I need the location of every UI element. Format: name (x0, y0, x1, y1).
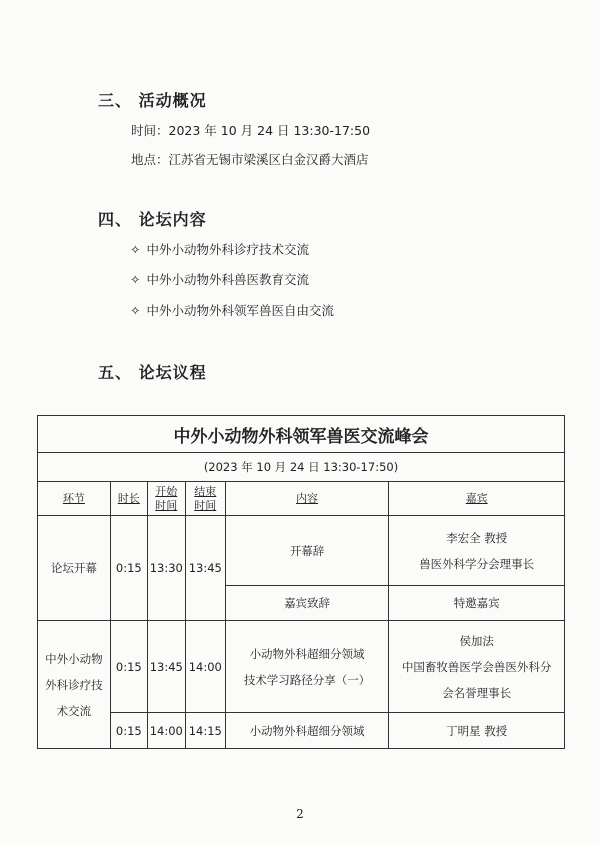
content-cell: 开幕辞 (225, 516, 389, 586)
table-row (38, 713, 565, 749)
section-4-title: 四、 论坛内容 (98, 210, 207, 229)
duration-cell: 0:15 (110, 621, 147, 713)
duration-cell: 0:15 (110, 516, 147, 621)
table-row (38, 516, 565, 586)
header-content: 内容 (296, 491, 319, 505)
duration-cell: 0:15 (110, 713, 147, 749)
header-guest: 嘉宾 (465, 491, 488, 505)
table-row (38, 621, 565, 713)
content-cell: 小动物外科超细分领域 (225, 713, 389, 749)
diamond-bullet-icon: ✧ (130, 272, 141, 287)
page-number: 2 (296, 807, 304, 821)
header-duration: 时长 (117, 491, 140, 505)
content-cell: 小动物外科超细分领域 技术学习路径分享（一） (225, 621, 389, 713)
diamond-bullet-icon: ✧ (130, 303, 141, 318)
end-cell: 14:15 (185, 713, 225, 749)
header-end: 结束 (194, 484, 217, 498)
end-cell: 14:00 (185, 621, 225, 713)
content-cell: 嘉宾致辞 (225, 586, 389, 621)
content-item: ✧ 中外小动物外科兽医教育交流 (130, 272, 309, 287)
event-place: 地点：江苏省无锡市梁溪区白金汉爵大酒店 (131, 152, 369, 167)
agenda-table (37, 415, 565, 749)
start-cell: 13:30 (147, 516, 185, 621)
table-title: 中外小动物外科领军兽医交流峰会 (38, 416, 565, 453)
start-cell: 14:00 (147, 713, 185, 749)
start-cell: 13:45 (147, 621, 185, 713)
guest-cell: 丁明星 教授 (389, 713, 565, 749)
content-item: ✧ 中外小动物外科领军兽医自由交流 (130, 303, 334, 318)
content-item: ✧ 中外小动物外科诊疗技术交流 (130, 242, 309, 257)
segment-cell: 论坛开幕 (38, 516, 111, 621)
header-start: 开始 (155, 484, 178, 498)
diamond-bullet-icon: ✧ (130, 242, 141, 257)
guest-cell: 特邀嘉宾 (389, 586, 565, 621)
table-subtitle: (2023 年 10 月 24 日 13:30-17:50) (38, 453, 565, 482)
section-5-title: 五、 论坛议程 (98, 363, 207, 382)
segment-cell: 中外小动物 外科诊疗技 术交流 (38, 621, 111, 749)
section-3-title: 三、 活动概况 (98, 91, 207, 110)
end-cell: 13:45 (185, 516, 225, 621)
header-segment: 环节 (62, 491, 85, 505)
table-header-row: 环节 时长 开始 时间 结束 时间 内容 嘉宾 (38, 482, 565, 516)
guest-cell: 侯加法 中国畜牧兽医学会兽医外科分 会名誉理事长 (389, 621, 565, 713)
event-time: 时间：2023 年 10 月 24 日 13:30-17:50 (131, 123, 371, 138)
guest-cell: 李宏全 教授 兽医外科学分会理事长 (389, 516, 565, 586)
